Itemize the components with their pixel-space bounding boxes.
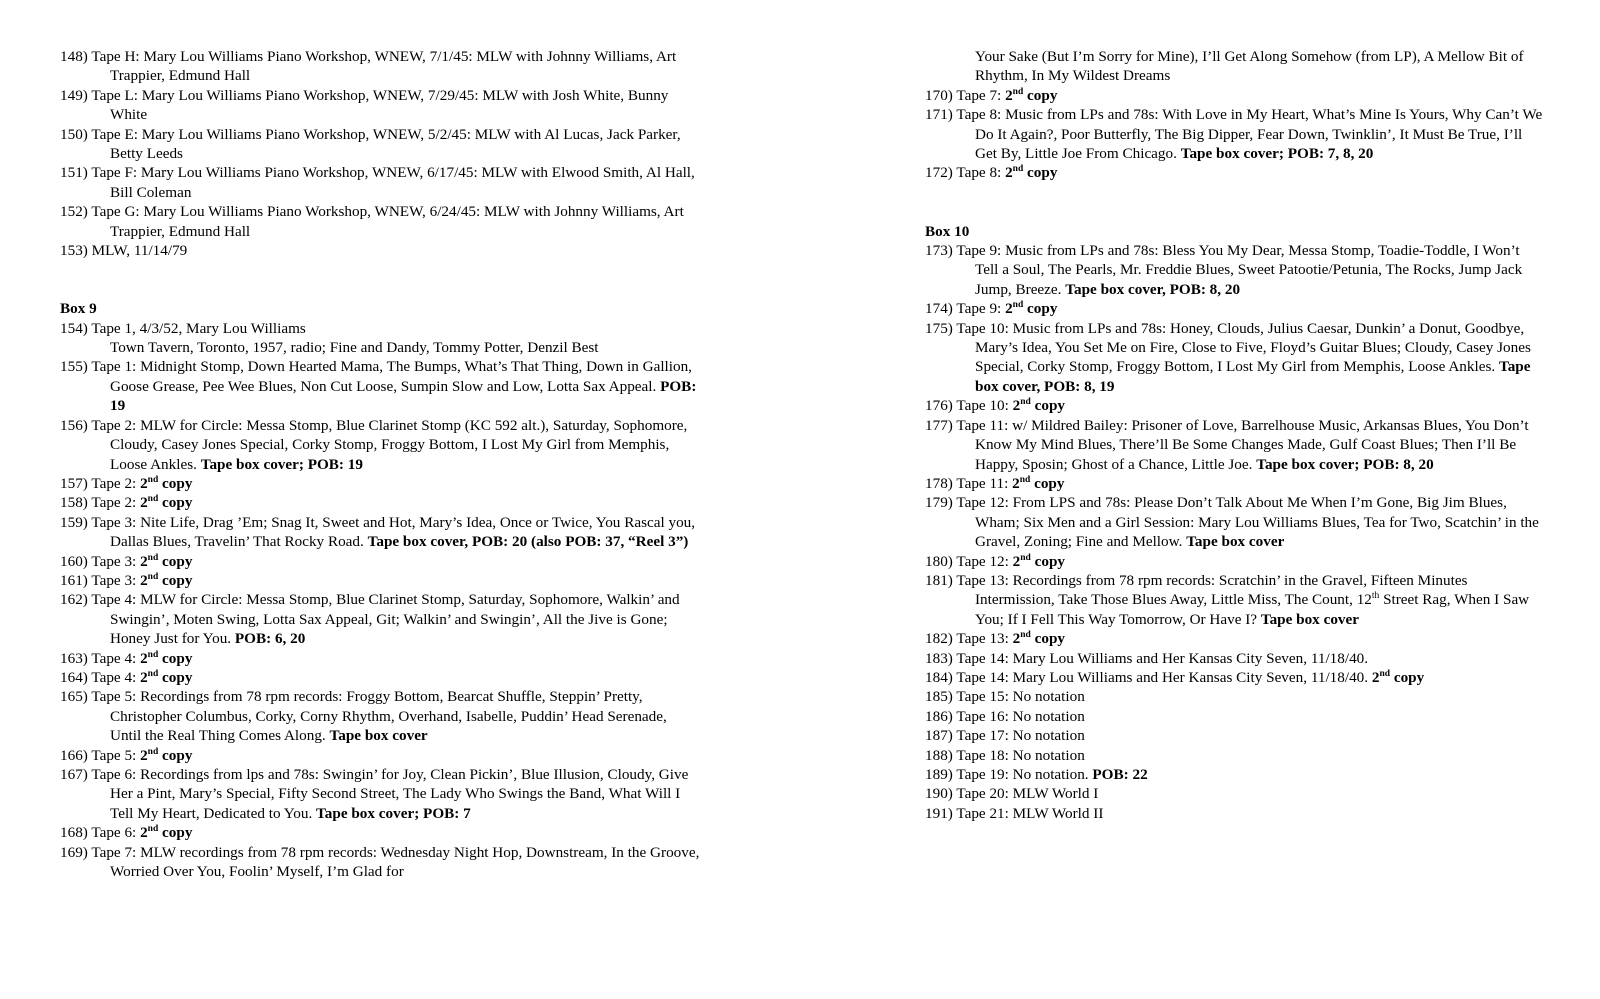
entry-179: 179) Tape 12: From LPS and 78s: Please Don’t Talk About Me When I’m Gone, Big Jim Blues, Wham; Six Men and a Girl Session: Mary Lou Williams Blues, Tea for Two, Scatchin’ in the Gravel, Zoning; Fine and Mellow. Tape box cover (925, 494, 1539, 551)
entry-174: 174) Tape 9: 2nd copy (925, 300, 1058, 318)
entry-185: 185) Tape 15: No notation (925, 688, 1085, 706)
entry-173: 173) Tape 9: Music from LPs and 78s: Bless You My Dear, Messa Stomp, Toadie-Toddle, I Won’t Tell a Soul, The Pearls, Mr. Freddie Blues, Sweet Patootie/Petunia, The Rocks, Jump Jack Jump, Breeze. Tape box cover, POB: 8, 20 (925, 242, 1523, 298)
entry-154-continuation: Town Tavern, Toronto, 1957, radio; Fine and Dandy, Tommy Potter, Denzil Best (110, 339, 599, 357)
entry-188: 188) Tape 18: No notation (925, 746, 1085, 764)
entry-170: 170) Tape 7: 2nd copy (925, 86, 1058, 104)
entry-149: 149) Tape L: Mary Lou Williams Piano Workshop, WNEW, 7/29/45: MLW with Josh White, Bunny White (60, 86, 669, 124)
entry-184: 184) Tape 14: Mary Lou Williams and Her Kansas City Seven, 11/18/40. 2nd copy (925, 668, 1425, 686)
entry-list-top (60, 47, 700, 260)
entry-166: 166) Tape 5: 2nd copy (60, 746, 193, 764)
entry-183: 183) Tape 14: Mary Lou Williams and Her Kansas City Seven, 11/18/40. (925, 649, 1369, 667)
entry-177: 177) Tape 11: w/ Mildred Bailey: Prisoner of Love, Barrelhouse Music, Arkansas Blues, You Don’t Know My Mind Blues, There’ll Be Some Changes Made, Gulf Coast Blues; Then I’ll Be Happy, Sposin; Ghost of a Chance, Little Joe. Tape box cover; POB: 8, 20 (925, 416, 1529, 473)
entry-171: 171) Tape 8: Music from LPs and 78s: With Love in My Heart, What’s Mine Is Yours, Why Can’t We Do It Again?, Poor Butterfly, The Big Dipper, Fear Down, Twinklin’, It Must Be True, I’ll Get By, Little Joe From Chicago. Tape box cover; POB: 7, 8, 20 (925, 106, 1543, 163)
entry-182: 182) Tape 13: 2nd copy (925, 630, 1066, 648)
entry-150: 150) Tape E: Mary Lou Williams Piano Workshop, WNEW, 5/2/45: MLW with Al Lucas, Jack Parker, Betty Leeds (60, 125, 681, 163)
box-9-heading: Box 9 (60, 300, 97, 318)
entry-152: 152) Tape G: Mary Lou Williams Piano Workshop, WNEW, 6/24/45: MLW with Johnny Williams, Art Trappier, Edmund Hall (60, 203, 684, 240)
entry-158: 158) Tape 2: 2nd copy (60, 494, 193, 512)
right-column (925, 47, 1545, 823)
entry-163: 163) Tape 4: 2nd copy (60, 649, 193, 667)
entry-167: 167) Tape 6: Recordings from lps and 78s: Swingin’ for Joy, Clean Pickin’, Blue Illusion, Cloudy, Give Her a Pint, Mary’s Special, Fifty Second Street, The Lady Who Swings the Band, What Will I Tell My Heart, Dedicated to You. Tape box cover; POB: 7 (60, 766, 689, 822)
entry-168: 168) Tape 6: 2nd copy (60, 824, 193, 842)
entry-190: 190) Tape 20: MLW World I (925, 785, 1099, 803)
entry-191: 191) Tape 21: MLW World II (925, 804, 1104, 822)
entry-148: 148) Tape H: Mary Lou Williams Piano Workshop, WNEW, 7/1/45: MLW with Johnny Williams, Art Trappier, Edmund Hall (60, 48, 677, 85)
entry-155: 155) Tape 1: Midnight Stomp, Down Hearted Mama, The Bumps, What’s That Thing, Down in Gallion, Goose Grease, Pee Wee Blues, Non Cut Loose, Sumpin Slow and Low, Lotta Sax Appeal. POB: 19 (60, 358, 697, 415)
entry-172: 172) Tape 8: 2nd copy (925, 164, 1058, 182)
entry-176: 176) Tape 10: 2nd copy (925, 397, 1066, 415)
entry-187: 187) Tape 17: No notation (925, 727, 1085, 745)
left-column (60, 47, 700, 881)
entry-165: 165) Tape 5: Recordings from 78 rpm records: Froggy Bottom, Bearcat Shuffle, Steppin’ Pretty, Christopher Columbus, Corky, Corny Rhythm, Overhand, Isabelle, Puddin’ Head Serenade, Until the Real Thing Comes Along. Tape box cover (60, 688, 667, 745)
entry-186: 186) Tape 16: No notation (925, 707, 1085, 725)
entry-180: 180) Tape 12: 2nd copy (925, 552, 1066, 570)
entry-178: 178) Tape 11: 2nd copy (925, 474, 1065, 492)
entry-162: 162) Tape 4: MLW for Circle: Messa Stomp, Blue Clarinet Stomp, Saturday, Sophomore, Walkin’ and Swingin’, Moten Swing, Lotta Sax Appeal, Git; Walkin’ and Swingin’, All the Jive is Gone; Honey Just for You. POB: 6, 20 (60, 591, 680, 648)
entry-189: 189) Tape 19: No notation. POB: 22 (925, 766, 1148, 784)
entry-161: 161) Tape 3: 2nd copy (60, 571, 193, 589)
entry-181: 181) Tape 13: Recordings from 78 rpm records: Scratchin’ in the Gravel, Fifteen Minutes Intermission, Take Those Blues Away, Little Miss, The Count, 12th Street Rag, When I Saw You; If I Fell This Way Tomorrow, Or Have I? Tape box cover (925, 571, 1530, 628)
entry-159: 159) Tape 3: Nite Life, Drag ’Em; Snag It, Sweet and Hot, Mary’s Idea, Once or Twice, You Rascal you, Dallas Blues, Travelin’ That Rocky Road. Tape box cover, POB: 20 (also POB: 37, “Reel 3”) (60, 513, 696, 551)
entry-154: 154) Tape 1, 4/3/52, Mary Lou Williams (60, 319, 306, 337)
entry-169-continuation: Your Sake (But I’m Sorry for Mine), I’ll Get Along Somehow (from LP), A Mellow Bit of Rhythm, In My Wildest Dreams (975, 48, 1524, 85)
entry-164: 164) Tape 4: 2nd copy (60, 668, 193, 686)
entry-151: 151) Tape F: Mary Lou Williams Piano Workshop, WNEW, 6/17/45: MLW with Elwood Smith, Al Hall, Bill Coleman (60, 164, 695, 201)
entry-175: 175) Tape 10: Music from LPs and 78s: Honey, Clouds, Julius Caesar, Dunkin’ a Donut, Goodbye, Mary’s Idea, You Set Me on Fire, Close to Five, Floyd’s Guitar Blues; Cloudy, Casey Jones Special, Corky Stomp, Froggy Bottom, I Lost My Girl from Memphis, Loose Ankles. Tape box cover, POB: 8, 19 (925, 319, 1531, 395)
entry-169: 169) Tape 7: MLW recordings from 78 rpm records: Wednesday Night Hop, Downstream, In the Groove, Worried Over You, Foolin’ Myself, I’m Glad for (60, 843, 700, 881)
entry-157: 157) Tape 2: 2nd copy (60, 474, 193, 492)
entry-156: 156) Tape 2: MLW for Circle: Messa Stomp, Blue Clarinet Stomp (KC 592 alt.), Saturday, Sophomore, Cloudy, Casey Jones Special, Corky Stomp, Froggy Bottom, I Lost My Girl from Memphis, Loose Ankles. Tape box cover; POB: 19 (60, 416, 688, 473)
entry-153: 153) MLW, 11/14/79 (60, 242, 188, 260)
box-10-heading: Box 10 (925, 222, 970, 240)
entry-160: 160) Tape 3: 2nd copy (60, 552, 193, 570)
